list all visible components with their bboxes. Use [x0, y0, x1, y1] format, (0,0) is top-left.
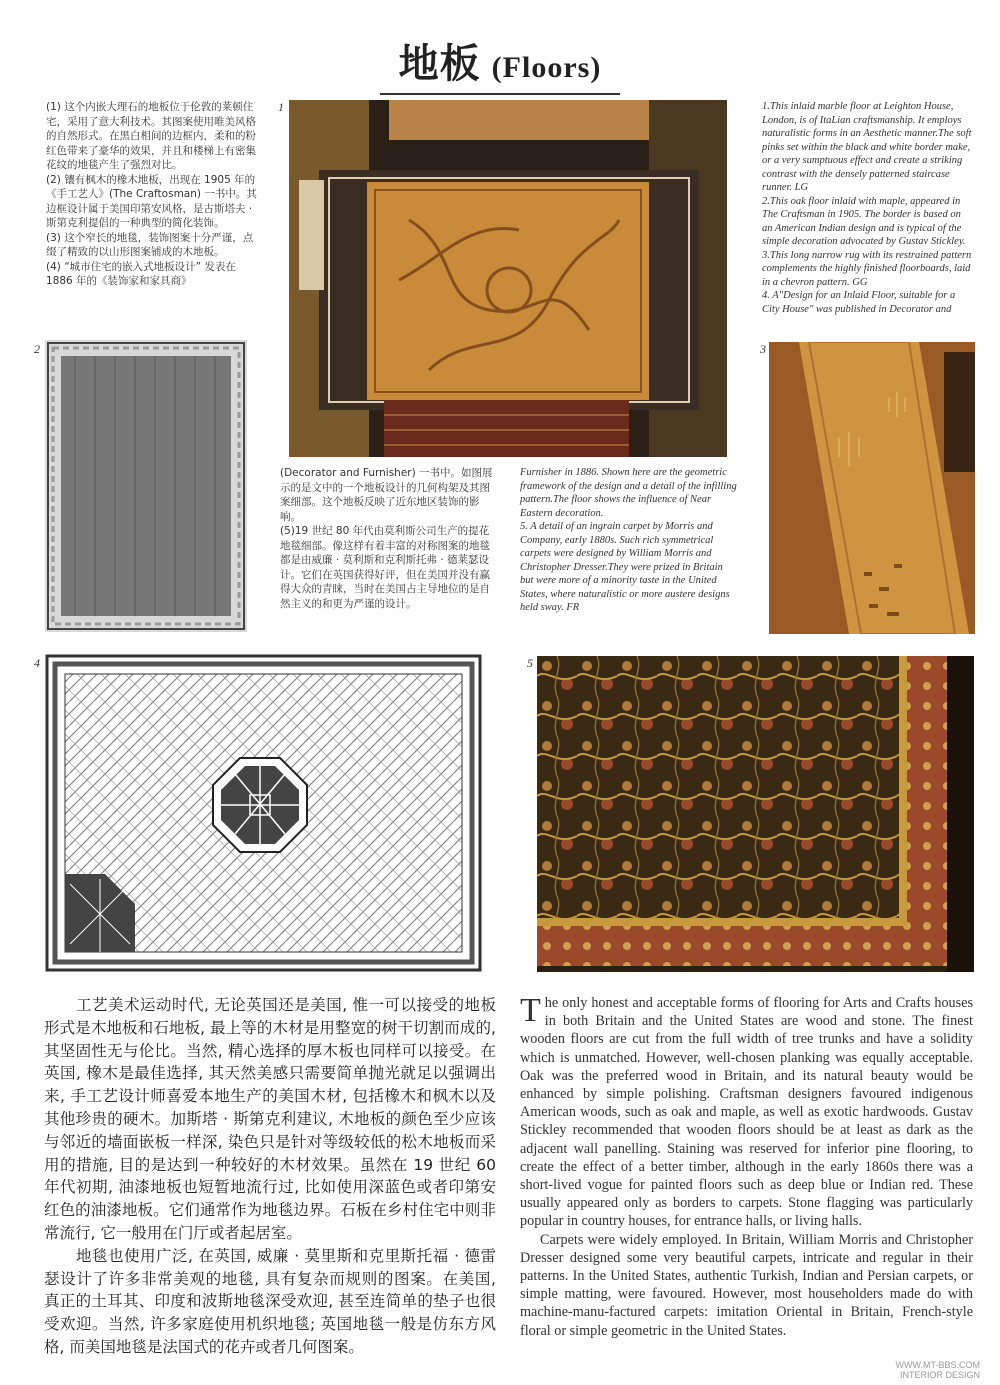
figure-1-number: 1 — [278, 100, 284, 114]
figure-4-number: 4 — [34, 656, 40, 670]
watermark-line-2: INTERIOR DESIGN — [899, 1370, 980, 1380]
body-en-paragraph-1 — [520, 994, 973, 1231]
figure-2-oak-floor-drawing — [45, 340, 247, 632]
watermark — [896, 1360, 981, 1380]
figure-3-narrow-rug-photo — [769, 342, 975, 634]
caption-en-2: 2.This oak floor inlaid with maple, appeared in The Craftsman in 1905. The border is based on an American Indian design and is typical of the simple decoration advocated by Gustav Stickley. — [762, 195, 966, 247]
title-en: (Floors) — [491, 51, 602, 84]
caption-en-1: 1.This inlaid marble floor at Leighton House, London, is of ItaLian craftsmanship. It employs naturalistic forms in an Aesthetic manner.The soft pinks set within the black and white border make, or a very sumptuous effect and create a striking contrast with the densely patterned staircase runner. LG — [762, 101, 972, 193]
caption-en-4: 4. A"Design for an Inlaid Floor, suitable for a City House" was published in Decorator and — [762, 290, 956, 315]
caption-zh-2: (2) 镶有枫木的橡木地板，出现在 1905 年的《手工艺人》(The Craftosman) 一书中。其边框设计属于美国印第安风格，是古斯塔夫 · 斯第克利提倡的一种典型的简化装饰。 — [46, 173, 257, 229]
caption-zh-5: (5)19 世纪 80 年代由莫利斯公司生产的提花地毯细部。像这样有着丰富的对称图案的地毯都是由威廉 · 莫利斯和克利斯托弗 · 德莱瑟设计。它们在英国获得好评，但在美国并没有赢得大众的青睐，当时在美国占主导地位的是自然主义的和更为严谨的设计。 — [280, 525, 490, 610]
caption-zh-4-cont: (Decorator and Furnisher) 一书中。如图展示的是文中的一个地板设计的几何构架及其图案细部。这个地板反映了近东地区装饰的影响。 — [280, 467, 493, 523]
figure-3-number: 3 — [760, 342, 766, 356]
body-zh-paragraph-1: 工艺美术运动时代, 无论英国还是美国, 惟一可以接受的地板形式是木地板和石地板, 最上等的木材是用整宽的树干切割而成的, 其坚固性无与伦比。当然, 精心选择的厚木板也同样可以接受。在英国, 橡木是最佳选择, 其天然美感只需要简单抛光就足以强调出来, 手工艺设计师喜爱本地生产的美国木材, 包括橡木和枫木以及其他珍贵的硬木。加斯塔 · 斯第克利建议, 木地板的颜色至少应该与邻近的墙面嵌板一样深, 染色只是针对等级较低的松木地板而采用的措施, 目的是达到一种较好的木材效果。虽然在 19 世纪 60 年代初期, 油漆地板也短暂地流行过, 比如使用深蓝色或者印第安红色的油漆地板。它们通常作为地毯边界。石板在乡村住宅中则非常流行, 它一般用在门厅或者起居室。 — [44, 996, 496, 1242]
watermark-line-1: WWW.MT-BBS.COM — [895, 1360, 980, 1370]
figure-1-marble-floor-photo — [289, 100, 727, 457]
caption-zh-3: (3) 这个窄长的地毯，装饰图案十分严谨，点缀了精致的以山形图案铺成的木地板。 — [46, 231, 254, 258]
body-en-paragraph-2: Carpets were widely employed. In Britain, William Morris and Christopher Dresser designed some very beautiful carpets, intricate and regular in their patterns. In the United States, authentic Turkish, Indian and Persian carpets, or simple matting, were favoured. However, most householders made do with machine-manu-factured carpets: imitation Oriental in Britain, French-style floral or simple geometric in the United States. — [520, 1231, 973, 1339]
caption-en-4-cont: Furnisher in 1886. Shown here are the geometric framework of the design and a detail of the infilling pattern.The floor shows the influence of Near Eastern decoration. — [520, 467, 737, 519]
captions-zh-top — [46, 100, 262, 289]
caption-en-5: 5. A detail of an ingrain carpet by Morris and Company, early 1880s. Such rich symmetrical carpets were designed by William Morris and Christopher Dresser.They were prized in Britain but were more of a minority taste in the United States, where naturalistic or more austere designs held sway. FR — [520, 521, 730, 613]
figure-5-number: 5 — [527, 656, 533, 670]
page-title — [380, 32, 620, 95]
caption-zh-4: (4) “城市住宅的嵌入式地板设计” 发表在1886 年的《装饰家和家具商》 — [46, 260, 236, 287]
body-text-en — [520, 994, 973, 1340]
drop-cap: T — [520, 992, 541, 1029]
figure-2-number: 2 — [34, 342, 40, 356]
caption-zh-1: (1) 这个内嵌大理石的地板位于伦敦的莱顿住宅，采用了意大利技术。其图案使用唯美风格的自然形式。在黑白相间的边框内，柔和的粉红色带来了豪华的效果，并且和楼梯上有密集花纹的地毯产生了强烈对比。 — [46, 101, 256, 171]
captions-en-mid — [520, 466, 738, 615]
captions-en-top — [762, 100, 972, 316]
body-zh-paragraph-2: 地毯也使用广泛, 在英国, 威廉 · 莫里斯和克里斯托福 · 德雷瑟设计了许多非常美观的地毯, 具有复杂而规则的图案。在美国, 真正的土耳其、印度和波斯地毯深受欢迎, 甚至连简单的垫子也很受欢迎。当然, 许多家庭使用机织地毯; 英国地毯一般是仿东方风格, 而美国地毯是法国式的花卉或者几何图案。 — [44, 1246, 496, 1356]
title-zh: 地板 — [398, 41, 481, 86]
figure-4-inlaid-floor-design — [45, 654, 482, 972]
body-en-paragraph-1-text: he only honest and acceptable forms of flooring for Arts and Crafts houses in both Britain and the United States are wood and stone. The finest wooden floors are cut from the full width of tree trunks and have a solidity which is unmatched. However, well-chosen planking was equally acceptable. Oak was the preferred wood in Britain, and its natural beauty would be enhanced by simple polishing. Craftsman designers favoured indigenous American woods, such as oak and maple, as well as exotic hardwoods. Gustav Stickley recommended that wooden floors should be at least as dark as the adjacent wall panelling. Staining was reserved for inferior pine flooring, to create the effect of a better timber, although in the early 1860s there was a short-lived vogue for painted floors such as deep blue or Indian red. These usually appeared only as borders to carpets. Stone flagging was particularly popular in country houses, for entrance halls, or living halls. — [520, 995, 973, 1230]
body-text-zh — [44, 994, 496, 1359]
figure-5-morris-carpet-photo — [537, 656, 974, 972]
caption-en-3: 3.This long narrow rug with its restrained pattern complements the highly finished floorboards, laid in a chevron pattern. GG — [762, 249, 972, 288]
captions-zh-mid — [280, 466, 498, 611]
